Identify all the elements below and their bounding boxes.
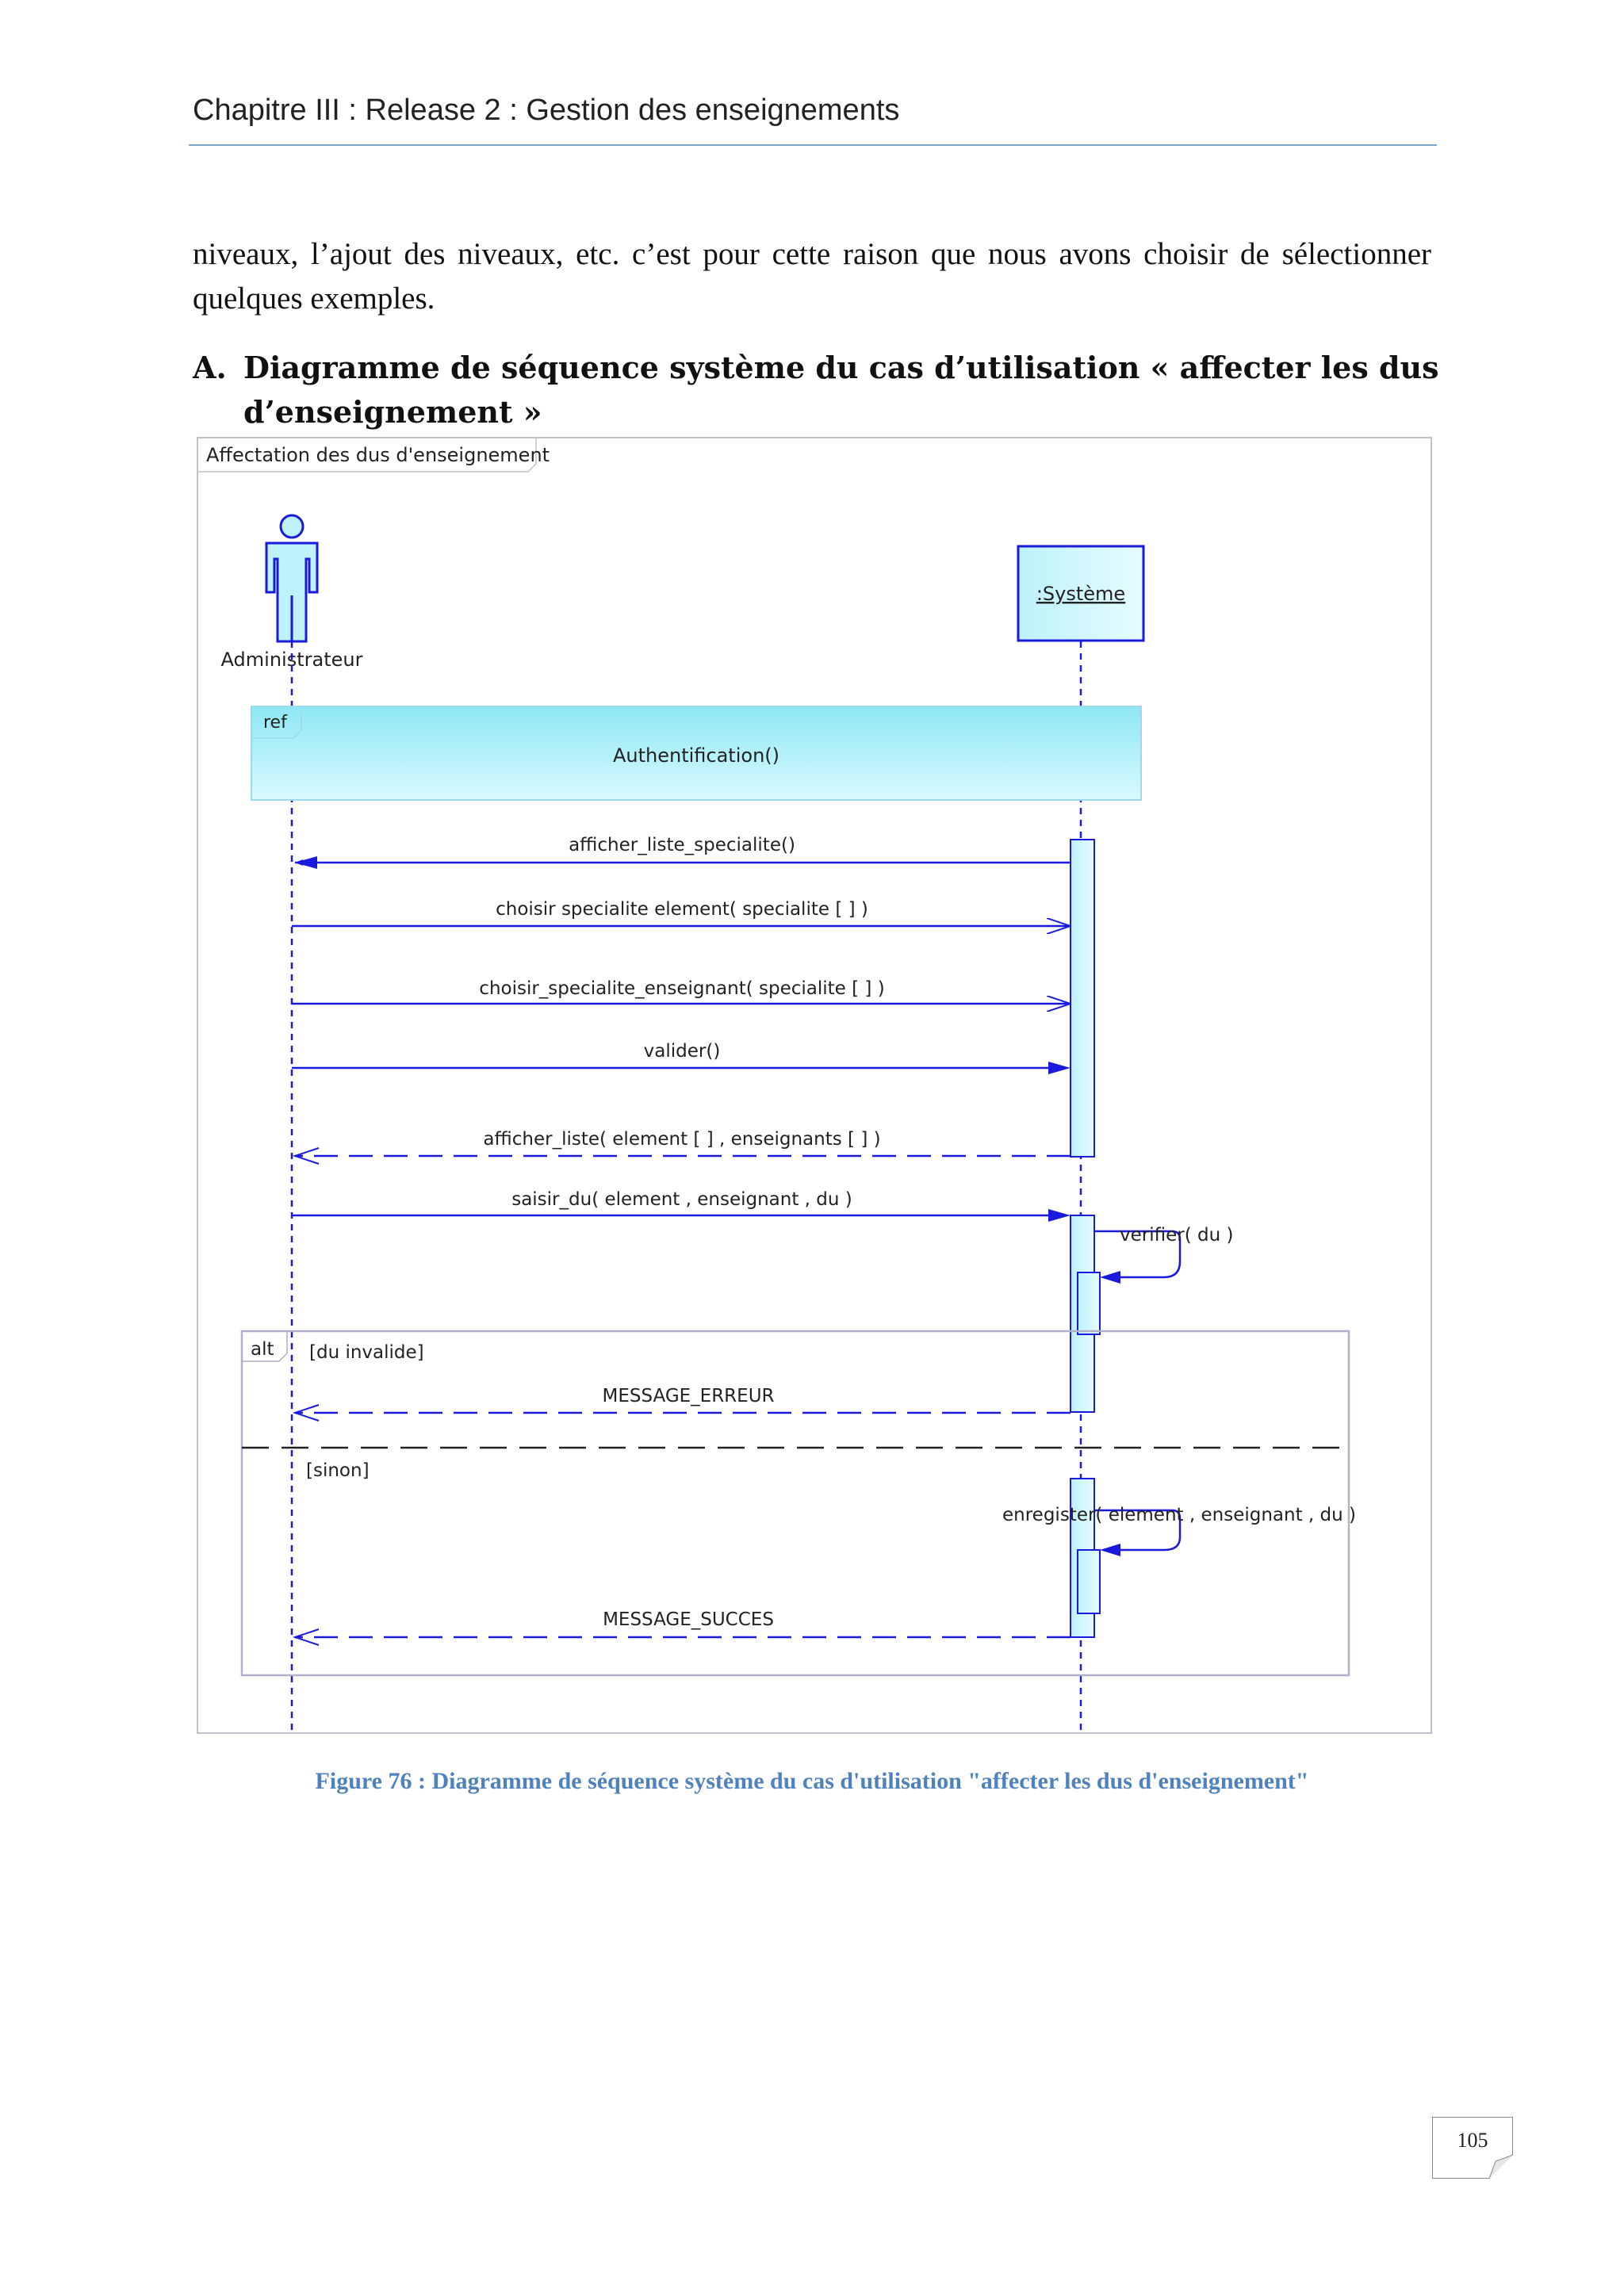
section-title-line2: d’enseignement » xyxy=(243,394,542,430)
frame-title: Affectation des dus d'enseignement xyxy=(206,444,550,466)
ref-tag: ref xyxy=(263,713,287,733)
activation-bar-nested xyxy=(1078,1550,1100,1613)
message-label: afficher_liste_specialite() xyxy=(569,835,795,855)
page-number-box xyxy=(1432,2117,1513,2179)
message-label: MESSAGE_ERREUR xyxy=(602,1386,775,1406)
header-divider xyxy=(189,144,1437,146)
guard-invalid: [du invalide] xyxy=(309,1342,424,1363)
system-label: :Système xyxy=(1036,583,1126,605)
guard-else: [sinon] xyxy=(306,1460,370,1481)
message-label: verifier( du ) xyxy=(1120,1225,1234,1246)
figure-caption: Figure 76 : Diagramme de séquence système du cas d'utilisation "affecter les dus d'enseignement" xyxy=(315,1768,1309,1794)
actor-label: Administrateur xyxy=(220,649,363,671)
body-paragraph: niveaux, l’ajout des niveaux, etc. c’est pour cette raison que nous avons choisir de sélectionner quelques exemples. xyxy=(193,237,1431,316)
message-label: afficher_liste( element [ ] , enseignants [ ] ) xyxy=(483,1129,881,1150)
message-label: choisir specialite element( specialite [ ] ) xyxy=(496,899,868,920)
ref-label: Authentification() xyxy=(612,744,780,767)
alt-tag: alt xyxy=(251,1339,274,1360)
message-label: enregister( element , enseignant , du ) xyxy=(1002,1505,1356,1525)
diagram-frame xyxy=(197,438,1431,1733)
section-title-line1: Diagramme de séquence système du cas d’utilisation « affecter les dus xyxy=(243,350,1439,385)
message-label: MESSAGE_SUCCES xyxy=(603,1609,774,1630)
section-number: A. xyxy=(193,350,227,385)
message-label: saisir_du( element , enseignant , du ) xyxy=(511,1189,852,1210)
section-heading xyxy=(193,346,1439,434)
chapter-header: Chapitre III : Release 2 : Gestion des enseignements xyxy=(193,94,900,127)
page-curl-icon xyxy=(1489,2155,1513,2179)
sequence-diagram xyxy=(197,437,1432,1734)
message-label: choisir_specialite_enseignant( specialite [ ] ) xyxy=(479,978,885,999)
message-label: valider() xyxy=(643,1041,721,1062)
page-number: 105 xyxy=(1457,2129,1488,2152)
activation-bar xyxy=(1071,840,1094,1157)
activation-bar-nested xyxy=(1078,1272,1100,1334)
